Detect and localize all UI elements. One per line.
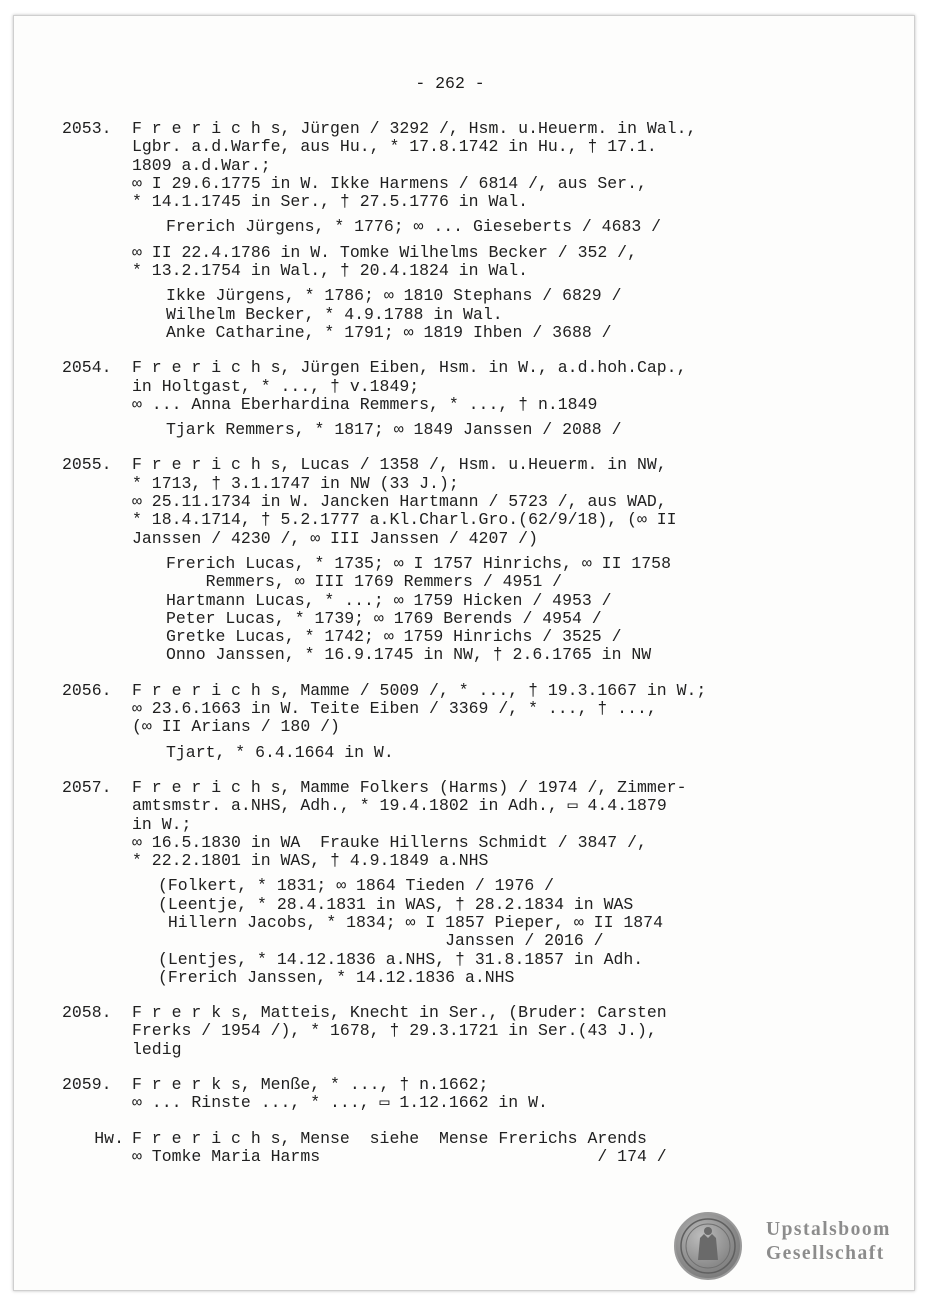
child-line: Janssen / 2016 / [158, 931, 604, 951]
entry-2055 [62, 456, 882, 664]
child-line: Gretke Lucas, * 1742; ∞ 1759 Hinrichs / 3525 / [166, 627, 622, 647]
children-list [132, 877, 882, 987]
child-line: (Leentje, * 28.4.1831 in WAS, † 28.2.1834 in WAS [158, 894, 634, 914]
child-line: (Frerich Janssen, * 14.12.1836 a.NHS [158, 967, 515, 987]
entry-line: * 14.1.1745 in Ser., † 27.5.1776 in Wal. [132, 192, 529, 212]
entry-line: ∞ II 22.4.1786 in W. Tomke Wilhelms Becker / 352 /, [132, 242, 637, 262]
child-line: Hartmann Lucas, * ...; ∞ 1759 Hicken / 4953 / [166, 590, 612, 610]
entry-number: Hw. [94, 1128, 124, 1148]
child-line: Tjart, * 6.4.1664 in W. [166, 742, 394, 762]
child-line: (Folkert, * 1831; ∞ 1864 Tieden / 1976 / [158, 876, 555, 896]
entry-number: 2058. [62, 1003, 112, 1023]
child-line: Onno Janssen, * 16.9.1745 in NW, † 2.6.1765 in NW [166, 645, 652, 665]
entry-line: ∞ 23.6.1663 in W. Teite Eiben / 3369 /, * ..., † ..., [132, 699, 657, 719]
entry-line: F r e r i c h s, Mamme Folkers (Harms) / 1974 /, Zimmer- [132, 777, 687, 797]
entry-line: in W.; [132, 814, 192, 834]
child-line: Tjark Remmers, * 1817; ∞ 1849 Janssen / 2088 / [166, 420, 622, 440]
child-line: Wilhelm Becker, * 4.9.1788 in Wal. [166, 304, 503, 324]
child-line: Peter Lucas, * 1739; ∞ 1769 Berends / 4954 / [166, 608, 602, 628]
children-list [132, 744, 882, 762]
entry-line: Janssen / 4230 /, ∞ III Janssen / 4207 /) [132, 528, 538, 548]
society-stamp [674, 1206, 915, 1286]
entry-2058 [62, 1004, 882, 1059]
entry-line: ∞ ... Anna Eberhardina Remmers, * ..., † n.1849 [132, 394, 598, 414]
child-line: Frerich Jürgens, * 1776; ∞ ... Gieseberts / 4683 / [166, 217, 662, 237]
entry-line: F r e r i c h s, Mense siehe Mense Frerichs Arends [132, 1128, 647, 1148]
entry-number: 2055. [62, 455, 112, 475]
child-line: Anke Catharine, * 1791; ∞ 1819 Ihben / 3688 / [166, 322, 612, 342]
children-list [132, 555, 882, 665]
entry-line: * 1713, † 3.1.1747 in NW (33 J.); [132, 473, 459, 493]
entry-line: Frerks / 1954 /), * 1678, † 29.3.1721 in Ser.(43 J.), [132, 1021, 657, 1041]
entry-2057 [62, 779, 882, 987]
entry-2054 [62, 359, 882, 439]
document-page [13, 15, 915, 1291]
child-line: (Lentjes, * 14.12.1836 a.NHS, † 31.8.1857 in Adh. [158, 949, 644, 969]
page-number: - 262 - [415, 74, 485, 93]
entry-line: ∞ I 29.6.1775 in W. Ikke Harmens / 6814 /, aus Ser., [132, 173, 647, 193]
child-line: Frerich Lucas, * 1735; ∞ I 1757 Hinrichs, ∞ II 1758 [166, 553, 671, 573]
entry-hw [62, 1130, 882, 1167]
entry-line: F r e r k s, Matteis, Knecht in Ser., (Bruder: Carsten [132, 1003, 667, 1023]
entry-line: * 18.4.1714, † 5.2.1777 a.Kl.Charl.Gro.(62/9/18), (∞ II [132, 510, 677, 530]
children-list [132, 218, 882, 236]
society-name [766, 1218, 891, 1266]
entry-line: ledig [132, 1039, 182, 1059]
entry-line: ∞ 25.11.1734 in W. Jancken Hartmann / 5723 /, aus WAD, [132, 492, 667, 512]
society-name-line: Gesellschaft [766, 1243, 885, 1264]
society-name-line: Upstalsboom [766, 1219, 891, 1240]
entry-line: * 13.2.1754 in Wal., † 20.4.1824 in Wal. [132, 261, 529, 281]
child-line: Hillern Jacobs, * 1834; ∞ I 1857 Pieper, ∞ II 1874 [158, 912, 663, 932]
entry-number: 2056. [62, 680, 112, 700]
child-line: Ikke Jürgens, * 1786; ∞ 1810 Stephans / 6829 / [166, 286, 622, 306]
entry-2056 [62, 682, 882, 762]
entry-line: (∞ II Arians / 180 /) [132, 717, 340, 737]
genealogy-entries [62, 120, 882, 1183]
entry-line: F r e r k s, Menße, * ..., † n.1662; [132, 1075, 489, 1095]
entry-line: F r e r i c h s, Jürgen / 3292 /, Hsm. u.Heuerm. in Wal., [132, 119, 697, 138]
entry-number: 2053. [62, 119, 112, 138]
entry-line: 1809 a.d.War.; [132, 155, 271, 175]
child-line: Remmers, ∞ III 1769 Remmers / 4951 / [166, 572, 563, 592]
entry-line: ∞ Tomke Maria Harms / 174 / [132, 1146, 667, 1166]
entry-line: F r e r i c h s, Lucas / 1358 /, Hsm. u.Heuerm. in NW, [132, 455, 667, 475]
entry-number: 2057. [62, 777, 112, 797]
children-list [132, 287, 882, 342]
seal-icon [674, 1212, 742, 1280]
entry-2053 [62, 120, 882, 342]
entry-number: 2059. [62, 1075, 112, 1095]
entry-line: ∞ ... Rinste ..., * ..., ▭ 1.12.1662 in W. [132, 1093, 548, 1113]
entry-line: * 22.2.1801 in WAS, † 4.9.1849 a.NHS [132, 851, 489, 871]
entry-line: amtsmstr. a.NHS, Adh., * 19.4.1802 in Adh., ▭ 4.4.1879 [132, 796, 667, 816]
entry-line: Lgbr. a.d.Warfe, aus Hu., * 17.8.1742 in Hu., † 17.1. [132, 137, 657, 157]
children-list [132, 421, 882, 439]
entry-line: in Holtgast, * ..., † v.1849; [132, 376, 420, 396]
entry-2059 [62, 1076, 882, 1113]
entry-line: F r e r i c h s, Mamme / 5009 /, * ..., † 19.3.1667 in W.; [132, 680, 707, 700]
entry-line: F r e r i c h s, Jürgen Eiben, Hsm. in W., a.d.hoh.Cap., [132, 358, 687, 378]
entry-number: 2054. [62, 358, 112, 378]
entry-line: ∞ 16.5.1830 in WA Frauke Hillerns Schmidt / 3847 /, [132, 832, 647, 852]
